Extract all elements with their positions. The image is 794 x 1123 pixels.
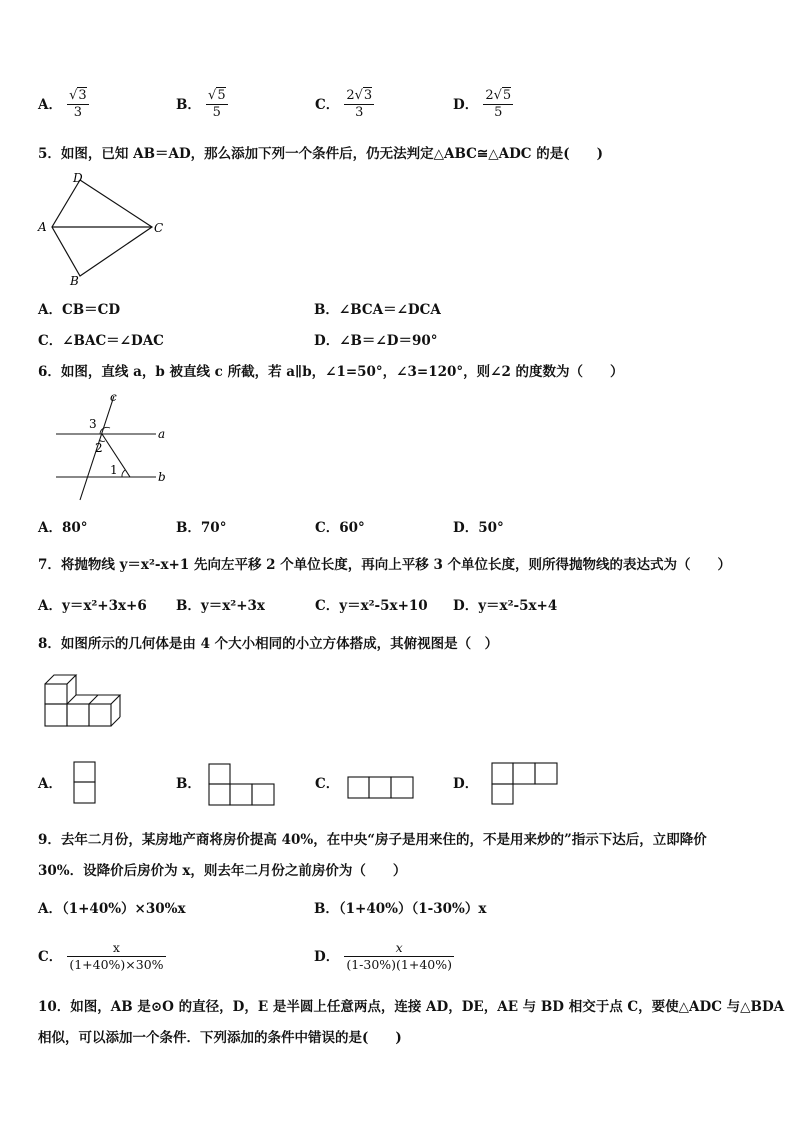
q7-option-c: C．y＝x²-5x+10	[315, 598, 428, 614]
q5-option-b: B．∠BCA＝∠DCA	[314, 302, 441, 318]
q8-option-b-label: B．	[176, 776, 201, 792]
q4-option-c: C． $\frac{2√3}{3}$	[315, 88, 373, 120]
q8-option-c-label: C．	[315, 776, 340, 792]
q5-option-a: A．CB＝CD	[38, 302, 121, 318]
q5-label-b: B	[70, 274, 79, 288]
q6-option-c: C．60°	[315, 520, 365, 536]
q5-label-d: D	[73, 171, 83, 185]
q10-stem-line2: 相似，可以添加一个条件．下列添加的条件中错误的是( )	[38, 1030, 402, 1046]
q4-option-b: B． $\frac{√5}{5}$	[176, 88, 226, 120]
q9-option-d: D． $\frac{x}{(1-30\%)(1+40\%)}$	[314, 940, 452, 972]
q5-stem: 5．如图，已知 AB＝AD，那么添加下列一个条件后，仍无法判定△ABC≅△ADC 的是( )	[38, 146, 604, 162]
q4-b-fraction: $\frac{√5}{5}$	[208, 88, 226, 120]
q6-label-1: 1	[110, 463, 118, 477]
q9-option-b: B．（1+40%）（1-30%）x	[314, 901, 487, 917]
q7-option-d: D．y＝x²-5x+4	[453, 598, 558, 614]
q5-label-c: C	[154, 221, 164, 235]
q7-stem: 7．将抛物线 y＝x²-x+1 先向左平移 2 个单位长度，再向上平移 3 个单位长度，则所得抛物线的表达式为（ ）	[38, 557, 732, 573]
q5-label-a: A	[38, 220, 47, 234]
q7-option-a: A．y＝x²+3x+6	[38, 598, 147, 614]
q5-option-d: D．∠B＝∠D＝90°	[314, 333, 438, 349]
q6-label-3: 3	[89, 417, 97, 431]
q6-label-b: b	[158, 470, 166, 484]
q6-parallel-lines-figure	[52, 390, 177, 506]
q9-option-c: C． $\frac{x}{(1+40\%)\times 30\%}$	[38, 940, 164, 972]
q9-c-fraction: $\frac{x}{(1+40\%)\times 30\%}$	[69, 940, 164, 972]
q6-option-a: A．80°	[38, 520, 88, 536]
q4-option-a: A． $\frac{√3}{3}$	[38, 88, 87, 120]
q8-option-a-figure	[73, 761, 97, 805]
q8-cube-solid-figure	[44, 672, 128, 732]
q9-option-a: A．（1+40%）×30%x	[38, 901, 186, 917]
q4-a-fraction: $\frac{√3}{3}$	[69, 88, 87, 120]
q10-stem-line1: 10．如图，AB 是⊙O 的直径，D，E 是半圆上任意两点，连接 AD，DE，AE 与 BD 相交于点 C，要使△ADC 与△BDA	[38, 999, 785, 1015]
q6-stem: 6．如图，直线 a，b 被直线 c 所截，若 a∥b，∠1=50°，∠3=120°，则∠2 的度数为（ ）	[38, 364, 624, 380]
q8-option-a-label: A．	[38, 776, 62, 792]
q6-option-b: B．70°	[176, 520, 227, 536]
q9-stem-line2: 30%．设降价后房价为 x，则去年二月份之前房价为（ ）	[38, 863, 407, 879]
q8-option-c-figure	[347, 776, 415, 800]
q9-stem-line1: 9．去年二月份，某房地产商将房价提高 40%，在中央“房子是用来住的，不是用来炒的”指示下达后，立即降价	[38, 832, 707, 848]
q8-option-d-label: D．	[453, 776, 479, 792]
q5-kite-figure	[36, 170, 176, 290]
q6-label-2: 2	[95, 441, 103, 455]
q6-label-c: c	[110, 390, 117, 404]
q7-option-b: B．y＝x²+3x	[176, 598, 265, 614]
q8-option-d-figure	[491, 762, 559, 806]
q4-d-fraction: $\frac{2√5}{5}$	[485, 88, 512, 120]
q8-option-b-figure	[208, 763, 276, 807]
q8-stem: 8．如图所示的几何体是由 4 个大小相同的小立方体搭成，其俯视图是（ ）	[38, 636, 499, 652]
q6-label-a: a	[158, 427, 166, 441]
q5-option-c: C．∠BAC＝∠DAC	[38, 333, 164, 349]
q9-d-fraction: $\frac{x}{(1-30\%)(1+40\%)}$	[346, 940, 452, 972]
q4-c-fraction: $\frac{2√3}{3}$	[346, 88, 373, 120]
q6-option-d: D．50°	[453, 520, 504, 536]
q4-option-d: D． $\frac{2√5}{5}$	[453, 88, 512, 120]
